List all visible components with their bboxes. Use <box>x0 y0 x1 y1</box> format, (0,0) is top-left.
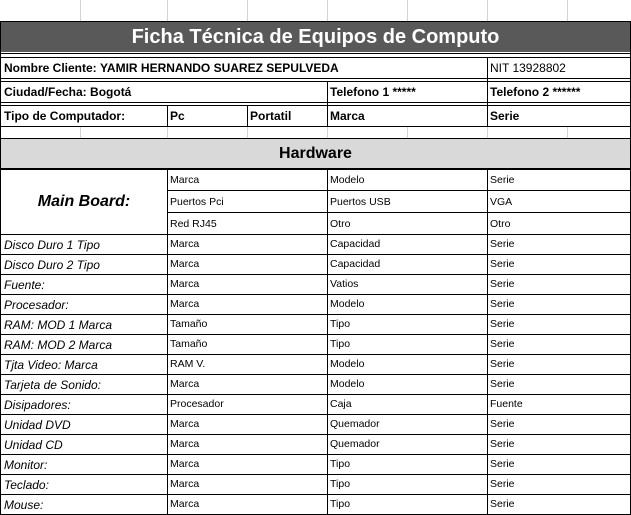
component-label: RAM: MOD 1 Marca <box>4 317 113 332</box>
border <box>0 138 631 139</box>
component-field-2[interactable]: Modelo <box>330 378 365 391</box>
component-field-1[interactable]: RAM V. <box>170 358 206 371</box>
client-name-value: YAMIR HERNANDO SUAREZ SEPULVEDA <box>100 61 339 75</box>
component-field-1[interactable]: Marca <box>170 478 200 491</box>
telefono1-cell[interactable]: Telefono 1 ***** <box>330 85 416 99</box>
component-field-1[interactable]: Tamaño <box>170 338 208 351</box>
border <box>0 21 631 22</box>
component-field-2[interactable]: Quemador <box>330 438 380 451</box>
component-field-3[interactable]: Serie <box>490 258 515 271</box>
component-field-3[interactable]: Serie <box>490 458 515 471</box>
border <box>167 168 168 515</box>
border <box>167 105 168 127</box>
component-field-1[interactable]: Marca <box>170 238 200 251</box>
component-field-3[interactable]: Serie <box>490 438 515 451</box>
border <box>0 53 631 54</box>
client-name-label: Nombre Cliente: <box>4 61 97 75</box>
component-label: Disco Duro 1 Tipo <box>4 237 100 252</box>
border <box>167 212 630 213</box>
component-label: Disipadores: <box>4 397 71 412</box>
component-label: Procesador: <box>4 297 69 312</box>
nit-cell[interactable]: NIT 13928802 <box>490 61 566 75</box>
gridline <box>167 0 168 22</box>
component-field-2[interactable]: Tipo <box>330 338 351 351</box>
component-field-2[interactable]: Capacidad <box>330 258 381 271</box>
component-field-1[interactable]: Procesador <box>170 398 224 411</box>
mb-cell[interactable]: Puertos Pci <box>170 195 224 208</box>
tipo-computador-label: Tipo de Computador: <box>4 109 126 123</box>
component-label: Teclado: <box>4 477 49 492</box>
border <box>0 168 631 170</box>
component-field-1[interactable]: Marca <box>170 258 200 271</box>
mb-cell[interactable]: Serie <box>490 173 515 186</box>
component-field-1[interactable]: Tamaño <box>170 318 208 331</box>
border <box>0 102 631 103</box>
mb-cell[interactable]: Puertos USB <box>330 195 391 208</box>
component-label: Unidad CD <box>4 437 63 452</box>
component-label: Unidad DVD <box>4 417 71 432</box>
border <box>0 21 1 515</box>
component-field-1[interactable]: Marca <box>170 378 200 391</box>
serie-cell[interactable]: Serie <box>490 109 520 123</box>
component-field-2[interactable]: Caja <box>330 398 352 411</box>
border <box>0 57 631 58</box>
component-field-3[interactable]: Serie <box>490 338 515 351</box>
gridline <box>80 0 81 22</box>
border <box>487 168 488 515</box>
tipo-portatil-cell[interactable]: Portatil <box>250 109 292 123</box>
component-field-3[interactable]: Serie <box>490 298 515 311</box>
component-field-3[interactable]: Fuente <box>490 398 523 411</box>
tipo-pc-cell[interactable]: Pc <box>170 109 185 123</box>
border <box>327 81 328 127</box>
border <box>167 190 630 191</box>
component-field-3[interactable]: Serie <box>490 418 515 431</box>
gridline <box>407 0 408 22</box>
border <box>327 168 328 515</box>
gridline <box>247 0 248 22</box>
component-field-1[interactable]: Marca <box>170 418 200 431</box>
component-field-3[interactable]: Serie <box>490 498 515 511</box>
component-field-3[interactable]: Serie <box>490 238 515 251</box>
mb-cell[interactable]: VGA <box>490 195 513 208</box>
mb-cell[interactable]: Otro <box>330 217 351 230</box>
component-field-3[interactable]: Serie <box>490 478 515 491</box>
component-field-2[interactable]: Tipo <box>330 458 351 471</box>
component-field-2[interactable]: Tipo <box>330 498 351 511</box>
component-field-3[interactable]: Serie <box>490 278 515 291</box>
city-date-value: Bogotá <box>90 85 132 99</box>
component-field-3[interactable]: Serie <box>490 378 515 391</box>
mb-cell[interactable]: Modelo <box>330 173 365 186</box>
component-field-3[interactable]: Serie <box>490 358 515 371</box>
border <box>0 126 631 127</box>
border <box>487 57 488 127</box>
border <box>0 81 631 82</box>
component-field-2[interactable]: Vatios <box>330 278 359 291</box>
border <box>0 78 631 79</box>
component-field-2[interactable]: Modelo <box>330 358 365 371</box>
city-date-cell[interactable] <box>1 82 327 102</box>
mb-cell[interactable]: Marca <box>170 173 200 186</box>
component-field-1[interactable]: Marca <box>170 298 200 311</box>
component-label: Monitor: <box>4 457 48 472</box>
component-field-2[interactable]: Quemador <box>330 418 380 431</box>
gridline <box>567 0 568 22</box>
border <box>247 105 248 127</box>
component-field-1[interactable]: Marca <box>170 498 200 511</box>
component-label: Mouse: <box>4 497 44 512</box>
component-label: Tjta Video: Marca <box>4 357 98 372</box>
mb-cell[interactable]: Red RJ45 <box>170 217 217 230</box>
client-name-cell[interactable] <box>1 58 487 78</box>
component-field-1[interactable]: Marca <box>170 458 200 471</box>
marca-cell[interactable]: Marca <box>330 109 365 123</box>
component-label: Tarjeta de Sonido: <box>4 377 101 392</box>
component-field-3[interactable]: Serie <box>490 318 515 331</box>
component-field-1[interactable]: Marca <box>170 278 200 291</box>
component-label: Disco Duro 2 Tipo <box>4 257 100 272</box>
page-title: Ficha Técnica de Equipos de Computo <box>1 22 630 52</box>
gridline <box>487 0 488 22</box>
component-label: RAM: MOD 2 Marca <box>4 337 113 352</box>
component-field-2[interactable]: Modelo <box>330 298 365 311</box>
gridline <box>327 0 328 22</box>
component-field-1[interactable]: Marca <box>170 438 200 451</box>
hardware-heading: Hardware <box>1 139 630 168</box>
component-label: Fuente: <box>4 277 45 292</box>
component-field-2[interactable]: Capacidad <box>330 238 381 251</box>
component-field-2[interactable]: Tipo <box>330 318 351 331</box>
mb-cell[interactable]: Otro <box>490 217 511 230</box>
telefono2-cell[interactable]: Telefono 2 ****** <box>490 85 581 99</box>
border <box>0 105 631 106</box>
border <box>0 234 631 235</box>
component-field-2[interactable]: Tipo <box>330 478 351 491</box>
city-date-label: Ciudad/Fecha: <box>4 85 87 99</box>
main-board-label: Main Board: <box>37 193 131 210</box>
